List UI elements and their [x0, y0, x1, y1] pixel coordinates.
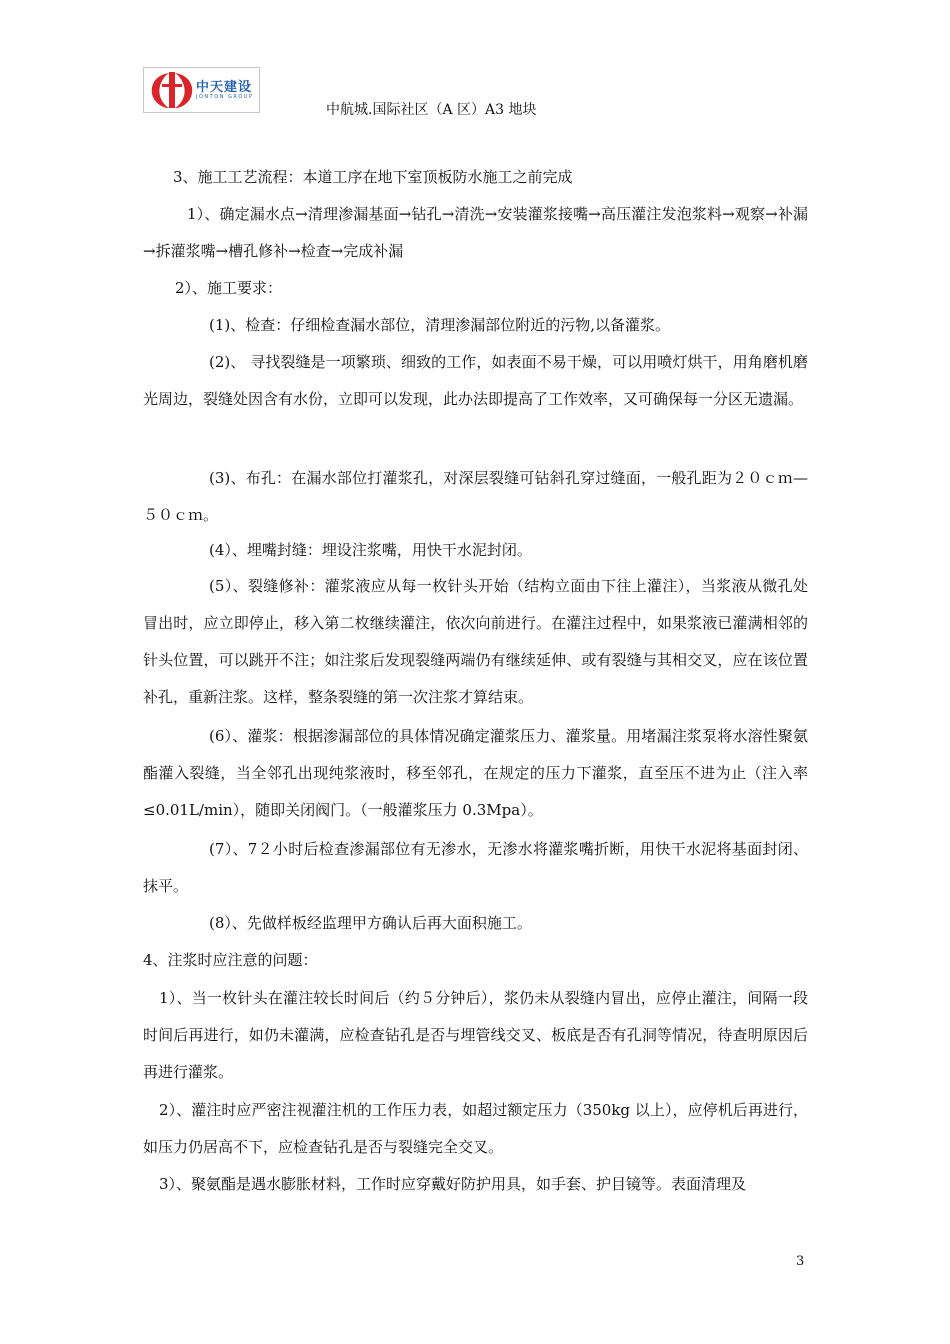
requirement-4: (4）、埋嘴封缝：埋设注浆嘴，用快干水泥封闭。 [209, 541, 532, 559]
logo-emblem-icon [147, 70, 197, 110]
requirement-5: (5）、裂缝修补：灌浆液应从每一枚针头开始（结构立面由下往上灌注），当浆液从微孔处冒出时，应立即停止，移入第二枚继续灌注，依次向前进行。在灌注过程中，如果浆液已灌满相邻的针头位置，可以跳开不注；如注浆后发现裂缝两端仍有继续延伸、或有裂缝与其相交叉，应在该位置补孔，重新注浆。这样，整条裂缝的第一次注浆才算结束。 [143, 577, 808, 706]
section-4-item-1: 1）、当一枚针头在灌注较长时间后（约５分钟后），浆仍未从裂缝内冒出，应停止灌注，间隔一段时间后再进行，如仍未灌满，应检查钻孔是否与埋管线交叉、板底是否有孔洞等情况，待查明原因后再进行灌浆。 [143, 989, 808, 1081]
section-4-item-3: 3）、聚氨酯是遇水膨胀材料，工作时应穿戴好防护用具，如手套、护目镜等。表面清理及 [159, 1175, 747, 1193]
header-title: 中航城.国际社区（A 区）A3 地块 [326, 102, 537, 118]
requirement-1: (1)、检查：仔细检查漏水部位，清理渗漏部位附近的污物,以备灌浆。 [209, 316, 671, 334]
logo-text-cn: 中天建设 [196, 80, 253, 95]
section-3-heading: 3、施工工艺流程：本道工序在地下室顶板防水施工之前完成 [173, 168, 573, 186]
logo-text-en: JONTON GROUP [196, 94, 254, 100]
requirement-7: (7）、7２小时后检查渗漏部位有无渗水，无渗水将灌浆嘴折断，用快干水泥将基面封闭、抹平。 [143, 840, 808, 895]
section-3-step-1: 1）、确定漏水点→清理渗漏基面→钻孔→清洗→安装灌浆接嘴→高压灌注发泡浆料→观察→补漏→拆灌浆嘴→槽孔修补→检查→完成补漏 [143, 205, 808, 260]
section-3-step-2: 2）、施工要求： [175, 279, 283, 297]
section-4-item-2: 2）、灌注时应严密注视灌注机的工作压力表，如超过额定压力（350kg 以上），应停机后再进行，如压力仍居高不下，应检查钻孔是否与裂缝完全交叉。 [143, 1101, 808, 1156]
requirement-8: (8）、先做样板经监理甲方确认后再大面积施工。 [209, 914, 532, 932]
requirement-2: (2)、 寻找裂缝是一项繁琐、细致的工作，如表面不易干燥，可以用喷灯烘干，用角磨机磨光周边，裂缝处因含有水份，立即可以发现，此办法即提高了工作效率，又可确保每一分区无遗漏。 [143, 353, 808, 408]
section-4-heading: 4、注浆时应注意的问题： [143, 951, 318, 969]
page-number: 3 [796, 1254, 805, 1269]
requirement-6: (6）、灌浆：根据渗漏部位的具体情况确定灌浆压力、灌浆量。用堵漏注浆泵将水溶性聚氨酯灌入裂缝，当全邻孔出现纯浆液时，移至邻孔，在规定的压力下灌浆，直至压不进为止（注入率≤0.01L/min），随即关闭阀门。（一般灌浆压力 0.3Mpa）。 [143, 727, 808, 819]
requirement-3: (3)、布孔：在漏水部位打灌浆孔，对深层裂缝可钻斜孔穿过缝面，一般孔距为２０ｃｍ—５０ｃｍ。 [143, 469, 808, 524]
company-logo [143, 67, 260, 113]
